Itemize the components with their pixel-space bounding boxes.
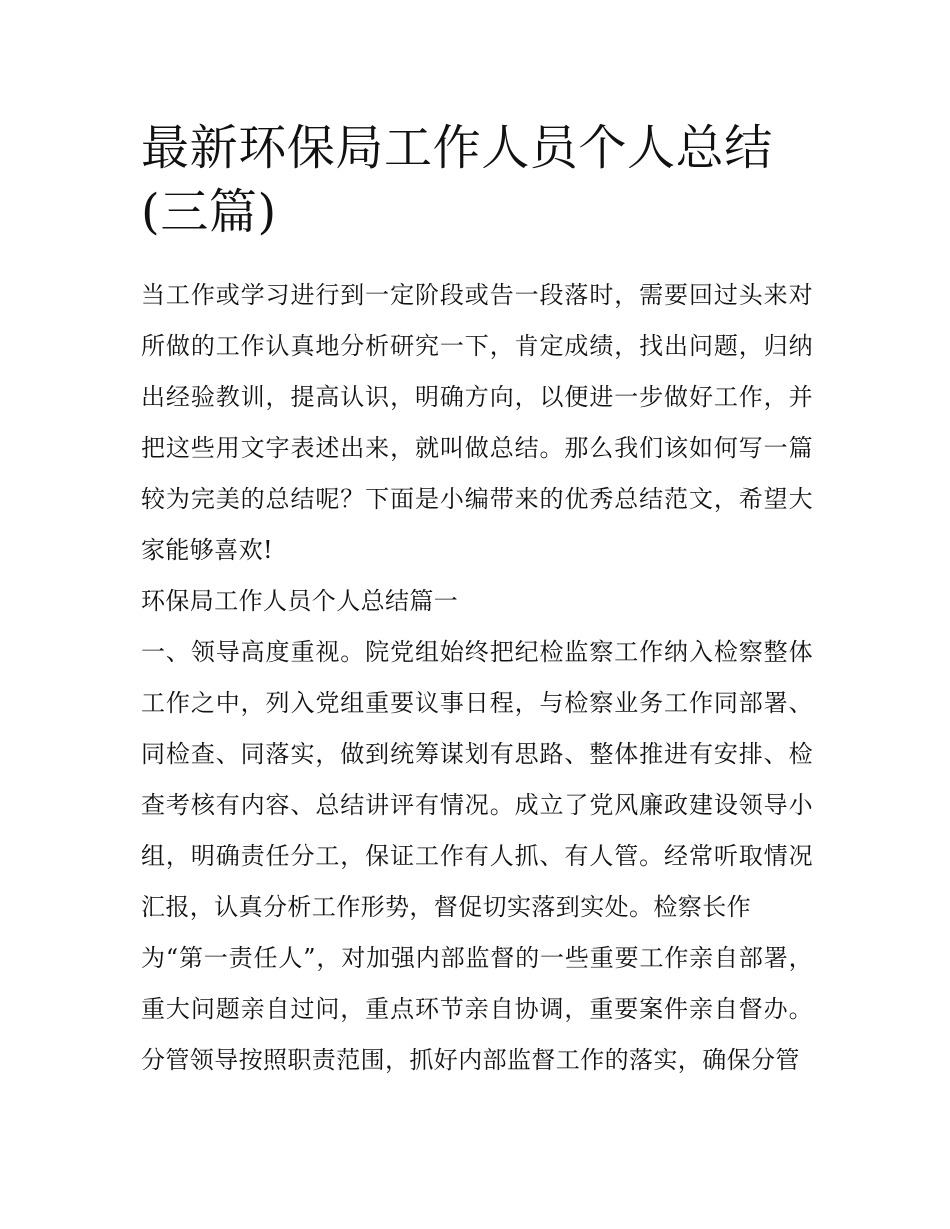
- section-heading: 环保局工作人员个人总结篇一: [141, 587, 459, 615]
- document-page: [141, 116, 813, 1086]
- paragraph-1a: 一、领导高度重视。院党组始终把纪检监察工作纳入检察整体工作之中，列入党组重要议事日程，与检察业务工作同部署、同检查、同落实，做到统筹谋划有思路、整体推进有安排、检查考核有内容、总结讲评有情况。成立了党风廉政建设领导小组，明确责任分工，保证工作有人抓、有人管。经常听取情况汇报，认真分析工作形势，督促切实落到实处。检察长作: [141, 638, 813, 921]
- document-body: [141, 270, 813, 1086]
- paragraph-1b: 为“第一责任人”，对加强内部监督的一些重要工作亲自部署，重大问题亲自过问，重点环节亲自协调，重要案件亲自督办。分管领导按照职责范围，抓好内部监督工作的落实，确保分管: [141, 944, 813, 1074]
- document-title: 最新环保局工作人员个人总结(三篇): [141, 120, 773, 240]
- intro-paragraph: 当工作或学习进行到一定阶段或告一段落时，需要回过头来对所做的工作认真地分析研究一下，肯定成绩，找出问题，归纳出经验教训，提高认识，明确方向，以便进一步做好工作，并把这些用文字表述出来，就叫做总结。那么我们该如何写一篇较为完美的总结呢？下面是小编带来的优秀总结范文，希望大家能够喜欢!: [141, 281, 813, 564]
